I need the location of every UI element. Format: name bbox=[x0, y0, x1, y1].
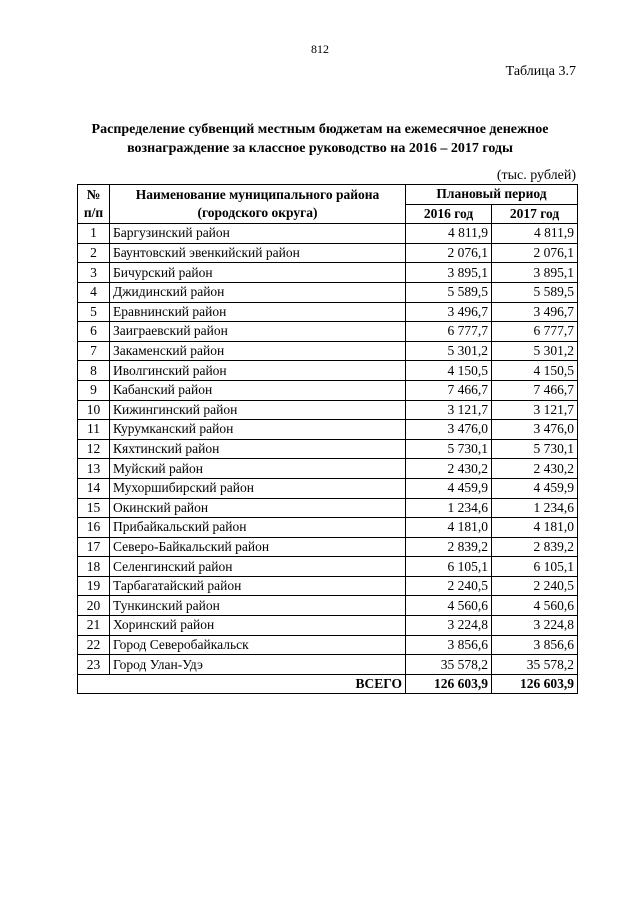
row-value-2017: 2 430,2 bbox=[492, 459, 578, 479]
row-district-name: Хоринский район bbox=[110, 616, 406, 636]
header-year-2017: 2017 год bbox=[492, 204, 578, 224]
row-district-name: Кабанский район bbox=[110, 380, 406, 400]
row-value-2016: 4 811,9 bbox=[406, 224, 492, 244]
table-row bbox=[78, 537, 578, 557]
row-district-name: Закаменский район bbox=[110, 341, 406, 361]
row-value-2017: 3 476,0 bbox=[492, 420, 578, 440]
row-number: 1 bbox=[78, 224, 110, 244]
row-number: 20 bbox=[78, 596, 110, 616]
row-number: 10 bbox=[78, 400, 110, 420]
row-value-2016: 2 430,2 bbox=[406, 459, 492, 479]
table-label: Таблица 3.7 bbox=[505, 64, 576, 79]
row-district-name: Город Северобайкальск bbox=[110, 635, 406, 655]
row-number: 22 bbox=[78, 635, 110, 655]
row-value-2016: 3 224,8 bbox=[406, 616, 492, 636]
total-2016: 126 603,9 bbox=[406, 674, 492, 694]
row-number: 19 bbox=[78, 576, 110, 596]
table-row bbox=[78, 322, 578, 342]
row-value-2016: 4 150,5 bbox=[406, 361, 492, 381]
row-value-2016: 4 560,6 bbox=[406, 596, 492, 616]
table-row bbox=[78, 498, 578, 518]
row-value-2017: 3 496,7 bbox=[492, 302, 578, 322]
header-num-line2: п/п bbox=[83, 205, 104, 221]
row-number: 13 bbox=[78, 459, 110, 479]
row-value-2016: 1 234,6 bbox=[406, 498, 492, 518]
row-district-name: Селенгинский район bbox=[110, 557, 406, 577]
row-value-2017: 4 150,5 bbox=[492, 361, 578, 381]
row-number: 12 bbox=[78, 439, 110, 459]
row-value-2016: 7 466,7 bbox=[406, 380, 492, 400]
document-title-line2: вознаграждение за классное руководство на 2016 – 2017 годы bbox=[127, 141, 513, 156]
row-number: 14 bbox=[78, 478, 110, 498]
row-number: 17 bbox=[78, 537, 110, 557]
table-row bbox=[78, 459, 578, 479]
row-number: 15 bbox=[78, 498, 110, 518]
row-district-name: Баунтовский эвенкийский район bbox=[110, 243, 406, 263]
row-number: 7 bbox=[78, 341, 110, 361]
table-row bbox=[78, 478, 578, 498]
row-number: 3 bbox=[78, 263, 110, 283]
row-value-2016: 3 895,1 bbox=[406, 263, 492, 283]
table-row bbox=[78, 243, 578, 263]
row-value-2017: 3 856,6 bbox=[492, 635, 578, 655]
document-title-line1: Распределение субвенций местным бюджетам на ежемесячное денежное bbox=[91, 122, 549, 137]
row-value-2016: 3 856,6 bbox=[406, 635, 492, 655]
row-number: 21 bbox=[78, 616, 110, 636]
row-district-name: Бичурский район bbox=[110, 263, 406, 283]
row-number: 16 bbox=[78, 518, 110, 538]
row-number: 5 bbox=[78, 302, 110, 322]
row-value-2016: 5 301,2 bbox=[406, 341, 492, 361]
row-number: 23 bbox=[78, 655, 110, 675]
row-value-2017: 5 730,1 bbox=[492, 439, 578, 459]
row-value-2017: 4 560,6 bbox=[492, 596, 578, 616]
row-value-2017: 4 811,9 bbox=[492, 224, 578, 244]
row-value-2016: 3 496,7 bbox=[406, 302, 492, 322]
header-name-line2: (городского округа) bbox=[197, 205, 318, 221]
row-district-name: Тарбагатайский район bbox=[110, 576, 406, 596]
row-district-name: Муйский район bbox=[110, 459, 406, 479]
table-row bbox=[78, 518, 578, 538]
row-number: 18 bbox=[78, 557, 110, 577]
row-district-name: Окинский район bbox=[110, 498, 406, 518]
row-district-name: Город Улан-Удэ bbox=[110, 655, 406, 675]
row-value-2017: 5 301,2 bbox=[492, 341, 578, 361]
row-number: 6 bbox=[78, 322, 110, 342]
header-period: Плановый период bbox=[406, 185, 578, 205]
table-row bbox=[78, 655, 578, 675]
row-value-2016: 3 476,0 bbox=[406, 420, 492, 440]
row-value-2016: 35 578,2 bbox=[406, 655, 492, 675]
row-value-2017: 2 076,1 bbox=[492, 243, 578, 263]
table-row bbox=[78, 380, 578, 400]
row-value-2017: 4 181,0 bbox=[492, 518, 578, 538]
row-value-2017: 2 839,2 bbox=[492, 537, 578, 557]
row-value-2017: 7 466,7 bbox=[492, 380, 578, 400]
row-value-2017: 6 105,1 bbox=[492, 557, 578, 577]
row-district-name: Еравнинский район bbox=[110, 302, 406, 322]
row-number: 2 bbox=[78, 243, 110, 263]
row-district-name: Курумканский район bbox=[110, 420, 406, 440]
subventions-table bbox=[77, 184, 578, 694]
row-value-2017: 6 777,7 bbox=[492, 322, 578, 342]
row-district-name: Северо-Байкальский район bbox=[110, 537, 406, 557]
row-district-name: Кижингинский район bbox=[110, 400, 406, 420]
table-row bbox=[78, 576, 578, 596]
row-value-2017: 5 589,5 bbox=[492, 282, 578, 302]
total-row bbox=[78, 674, 578, 694]
row-value-2016: 4 459,9 bbox=[406, 478, 492, 498]
total-2017: 126 603,9 bbox=[492, 674, 578, 694]
row-district-name: Мухоршибирский район bbox=[110, 478, 406, 498]
table-row bbox=[78, 361, 578, 381]
row-value-2017: 1 234,6 bbox=[492, 498, 578, 518]
header-num-line1: № bbox=[86, 187, 101, 203]
header-year-2016: 2016 год bbox=[406, 204, 492, 224]
row-district-name: Тункинский район bbox=[110, 596, 406, 616]
row-value-2016: 2 240,5 bbox=[406, 576, 492, 596]
row-district-name: Прибайкальский район bbox=[110, 518, 406, 538]
table-row bbox=[78, 282, 578, 302]
header-name-line1: Наименование муниципального района bbox=[135, 187, 380, 203]
row-number: 4 bbox=[78, 282, 110, 302]
row-district-name: Баргузинский район bbox=[110, 224, 406, 244]
document-title bbox=[60, 120, 580, 158]
row-value-2016: 2 839,2 bbox=[406, 537, 492, 557]
table-body bbox=[78, 224, 578, 675]
row-value-2017: 3 895,1 bbox=[492, 263, 578, 283]
table-row bbox=[78, 263, 578, 283]
row-number: 8 bbox=[78, 361, 110, 381]
row-district-name: Заиграевский район bbox=[110, 322, 406, 342]
row-district-name: Кяхтинский район bbox=[110, 439, 406, 459]
row-value-2016: 5 730,1 bbox=[406, 439, 492, 459]
row-district-name: Иволгинский район bbox=[110, 361, 406, 381]
table-row bbox=[78, 400, 578, 420]
header-name bbox=[110, 185, 406, 224]
row-number: 9 bbox=[78, 380, 110, 400]
row-value-2016: 5 589,5 bbox=[406, 282, 492, 302]
table-row bbox=[78, 224, 578, 244]
table-row bbox=[78, 341, 578, 361]
row-value-2016: 4 181,0 bbox=[406, 518, 492, 538]
header-num bbox=[78, 185, 110, 224]
page-number: 812 bbox=[311, 42, 329, 56]
row-value-2017: 35 578,2 bbox=[492, 655, 578, 675]
row-value-2017: 2 240,5 bbox=[492, 576, 578, 596]
row-value-2016: 6 105,1 bbox=[406, 557, 492, 577]
row-value-2016: 2 076,1 bbox=[406, 243, 492, 263]
table-row bbox=[78, 635, 578, 655]
row-number: 11 bbox=[78, 420, 110, 440]
row-value-2016: 6 777,7 bbox=[406, 322, 492, 342]
table-row bbox=[78, 420, 578, 440]
table-row bbox=[78, 557, 578, 577]
row-value-2016: 3 121,7 bbox=[406, 400, 492, 420]
table-header-row bbox=[78, 185, 578, 205]
total-label: ВСЕГО bbox=[78, 674, 406, 694]
table-row bbox=[78, 596, 578, 616]
row-value-2017: 3 224,8 bbox=[492, 616, 578, 636]
row-district-name: Джидинский район bbox=[110, 282, 406, 302]
units-note: (тыс. рублей) bbox=[496, 168, 576, 183]
table-row bbox=[78, 439, 578, 459]
row-value-2017: 4 459,9 bbox=[492, 478, 578, 498]
row-value-2017: 3 121,7 bbox=[492, 400, 578, 420]
table-row bbox=[78, 616, 578, 636]
table-row bbox=[78, 302, 578, 322]
